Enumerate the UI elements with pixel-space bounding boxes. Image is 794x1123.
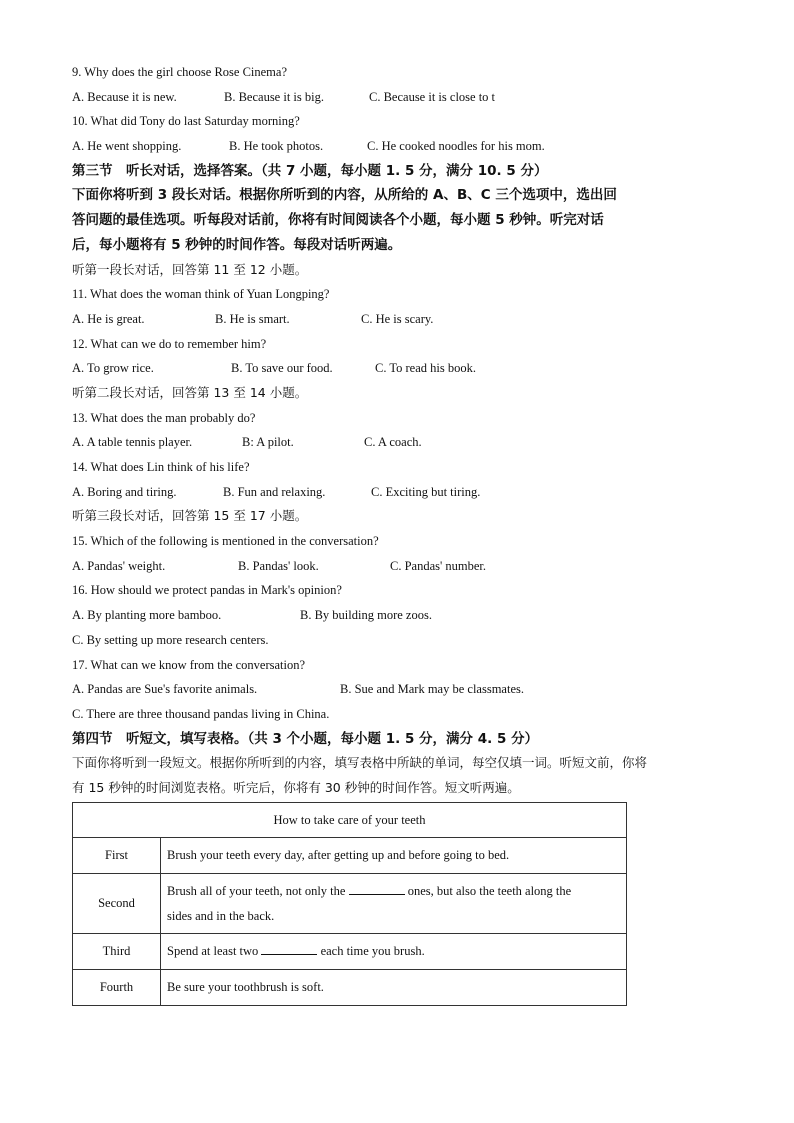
question-11-options — [72, 307, 732, 332]
option-c: C. Exciting but tiring. — [371, 484, 481, 499]
row-text-line2: sides and in the back. — [167, 908, 275, 923]
option-a: A. He went shopping. — [72, 139, 182, 154]
option-c: C. He cooked noodles for his mom. — [367, 139, 545, 154]
option-c: C. Pandas' number. — [390, 558, 486, 573]
question-9: 9. Why does the girl choose Rose Cinema? — [72, 65, 288, 79]
table-row — [73, 838, 627, 874]
question-13-options — [72, 430, 732, 455]
option-b: B. Pandas' look. — [238, 558, 319, 573]
table-row — [73, 934, 627, 970]
option-a: A. He is great. — [72, 311, 145, 326]
question-9-options — [72, 85, 732, 110]
option-b: B. He is smart. — [215, 311, 290, 326]
dialogue-1-heading: 听第一段长对话，回答第 11 至 12 小题。 — [72, 261, 308, 277]
section-4-instructions-2: 有 15 秒钟的时间浏览表格。听完后，你将有 30 秒钟的时间作答。短文听两遍。 — [72, 779, 520, 795]
section-3-instructions-3: 后，每小题将有 5 秒钟的时间作答。每段对话听两遍。 — [72, 236, 402, 253]
row-text-start: Spend at least two — [167, 944, 259, 958]
option-a: A. Pandas' weight. — [72, 558, 166, 573]
option-b: B: A pilot. — [242, 435, 294, 450]
row-label: Second — [73, 874, 161, 934]
question-12-options — [72, 356, 732, 381]
row-text: Be sure your toothbrush is soft. — [161, 970, 627, 1006]
question-16-options — [72, 603, 732, 628]
question-17-options — [72, 677, 732, 702]
dialogue-2-heading: 听第二段长对话，回答第 13 至 14 小题。 — [72, 384, 308, 400]
row-text — [161, 874, 627, 934]
question-13: 13. What does the man probably do? — [72, 410, 256, 425]
option-a: A. Because it is new. — [72, 89, 177, 104]
option-b: B. Sue and Mark may be classmates. — [340, 682, 524, 697]
answer-blank[interactable] — [349, 884, 405, 895]
section-3-instructions-1: 下面你将听到 3 段长对话。根据你所听到的内容，从所给的 A、B、C 三个选项中，选出回 — [72, 187, 617, 204]
section-4-title: 第四节 听短文，填写表格。（共 3 个小题，每小题 1. 5 分，满分 4. 5 分） — [72, 730, 539, 747]
option-a: A. Pandas are Sue's favorite animals. — [72, 682, 258, 697]
option-c: C. By setting up more research centers. — [72, 632, 269, 647]
exam-page — [72, 60, 732, 801]
option-a: A. A table tennis player. — [72, 435, 193, 450]
option-a: A. To grow rice. — [72, 361, 154, 376]
question-14: 14. What does Lin think of his life? — [72, 460, 250, 474]
row-text-start: Brush all of your teeth, not only the — [167, 883, 346, 898]
option-b: B. By building more zoos. — [300, 608, 432, 623]
row-label: Fourth — [73, 970, 161, 1006]
section-3-title: 第三节 听长对话，选择答案。（共 7 小题，每小题 1. 5 分，满分 10. 5 分） — [72, 162, 548, 179]
option-b: B. To save our food. — [231, 361, 333, 376]
option-b: B. Fun and relaxing. — [223, 484, 326, 499]
option-c: C. A coach. — [364, 435, 422, 450]
answer-blank[interactable] — [261, 944, 317, 955]
option-b: B. Because it is big. — [224, 89, 324, 104]
option-c: C. Because it is close to t — [369, 89, 496, 104]
option-c: C. There are three thousand pandas living in China. — [72, 706, 330, 721]
question-15: 15. Which of the following is mentioned in the conversation? — [72, 534, 379, 549]
dialogue-3-heading: 听第三段长对话，回答第 15 至 17 小题。 — [72, 508, 308, 524]
row-text: Brush your teeth every day, after getting up and before going to bed. — [161, 838, 627, 874]
question-14-options — [72, 480, 732, 505]
row-text-end: each time you brush. — [320, 944, 425, 958]
row-label: First — [73, 838, 161, 874]
question-15-options — [72, 554, 732, 579]
table-title: How to take care of your teeth — [73, 803, 627, 838]
question-17: 17. What can we know from the conversation? — [72, 657, 306, 672]
option-a: A. By planting more bamboo. — [72, 608, 222, 623]
option-b: B. He took photos. — [229, 139, 324, 154]
fill-in-table — [72, 802, 627, 1006]
row-label: Third — [73, 934, 161, 970]
option-a: A. Boring and tiring. — [72, 484, 177, 499]
section-4-instructions-1: 下面你将听到一段短文。根据你所听到的内容，填写表格中所缺的单词，每空仅填一词。听短文前，你将 — [72, 755, 648, 771]
question-10-options — [72, 134, 732, 159]
row-text-end: ones, but also the teeth along the — [407, 883, 572, 898]
question-11: 11. What does the woman think of Yuan Longping? — [72, 287, 330, 302]
table-row — [73, 970, 627, 1006]
row-text — [161, 934, 627, 970]
question-16: 16. How should we protect pandas in Mark's opinion? — [72, 583, 342, 598]
table-row — [73, 874, 627, 934]
question-12: 12. What can we do to remember him? — [72, 336, 267, 351]
question-10: 10. What did Tony do last Saturday morning? — [72, 114, 300, 129]
option-c: C. To read his book. — [375, 361, 476, 376]
section-3-instructions-2: 答问题的最佳选项。听每段对话前，你将有时间阅读各个小题，每小题 5 秒钟。听完对话 — [72, 212, 604, 229]
option-c: C. He is scary. — [361, 311, 434, 326]
